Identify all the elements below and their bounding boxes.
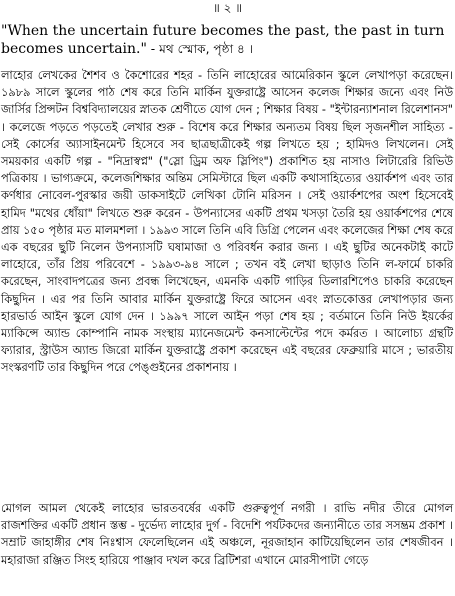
epigraph-quote — [1, 22, 453, 58]
body-paragraph-2: মোগল আমল থেকেই লাহোর ভারতবর্ষের একটি গুরুত্বপূর্ণ নগরী । রাভি নদীর তীরে মোগল রাজশক্তির একটি প্রধান স্তম্ভ - দুর্ভেদ্য লাহোর দুর্গ - বিদেশি পর্যটকদের জন্যানীতে তার সসম্ভ্রম প্রকাশ । সম্রাট জাহাঙ্গীর শেষ নিঃশ্বাস ফেলেছিলেন এই অঞ্চলে, নূরজাহান কাটিয়েছিলেন তার শেষজীবন । মহারাজা রঞ্জিত সিংহ হারিয়ে পাঞ্জাব দখল করে ব্রিটিশরা এখানে মোরসীপাটা গেড়ে — [1, 502, 454, 567]
page-number: ॥ ২ ॥ — [212, 1, 242, 15]
body-paragraph-1: লাহোর লেখকের শৈশব ও কৈশোরের শহর - তিনি লাহোরের আমেরিকান স্কুলে লেখাপড়া করেছেন। ১৯৮৯ সালে স্কুলের পাঠ শেষ করে তিনি মার্কিন যুক্তরাষ্ট্রে আসেন কলেজ শিক্ষার জন্যে এবং নিউ জার্সির প্রিন্সটন বিশ্ববিদ্যালয়ের স্নাতক শ্রেণীতে যোগ দেন ; শিক্ষার বিষয় - "ইন্টারন্যাশনাল রিলেশানস" । কলেজে পড়তে পড়তেই লেখার শুরু - বিশেষ করে শিক্ষার অন্যতম বিষয় ছিল সৃজনশীল সাহিত্য - সেই কোর্সের অ্যাসাইনমেন্ট হিসেবে সব ছাত্রছাত্রীকেই গল্প লিখতে হয় ; হামিদও লিখলেন। সেই সময়কার একটি গল্প - "নিদ্রাস্বপ্ন" ("স্লো ড্রিম অফ স্লিপিং") প্রকাশিত হয় নাসাও লিটারেরি রিভিউ পত্রিকায় । ভাগ্যক্রমে, কলেজশিক্ষার অন্তিম সেমিস্টারে ছিল একটি কথাসাহিত্যের ওয়ার্কশপ এবং তার কর্ণধার নোবেল-পুরস্কার জয়ী ডাকসাইটে লেখিকা টোনি মরিসন । সেই ওয়ার্কশপের অংশ হিসেবেই হামিদ "মথের ধোঁয়া" লিখতে শুরু করেন - উপন্যাসের একটি প্রথম খসড়া তৈরি হয় ওয়ার্কশপের শেষে প্রায় ১৫০ পৃষ্ঠার মত মালমশলা । ১৯৯৩ সালে তিনি এবি ডিগ্রি পেলেন এবং কলেজের শিক্ষা শেষ করে এক বছরের ছুটি নিলেন উপন্যাসটি ঘষামাজা ও পরিবর্ধন করার জন্য । এই ছুটির অনেকটাই কাটে লাহোরে, তাঁর প্রিয় পরিবেশে - ১৯৯৩-৯৪ সালে ; তখন বই লেখা ছাড়াও তিনি ল-ফার্মে চাকরি করেছেন, সাংবাদপত্রের জন্য প্রবন্ধ লিখেছেন, এমনকি একটি গাড়ির ডিলারশিপেও চাকরি করেছেন কিছুদিন । এর পর তিনি আবার মার্কিন যুক্তরাষ্ট্রে ফিরে আসেন এবং স্নাতকোত্তর লেখাপড়ার জন্য হারভার্ড আইন স্কুলে যোগ দেন । ১৯৯৭ সালে আইন পড়া শেষ হয় ; বর্তমানে তিনি নিউ ইয়র্কের ম্যাকিন্সে অ্যান্ড কোম্পানি নামক সংস্থায় ম্যানেজমেন্ট কনসাল্টেন্টের পদে কর্মরত । আলোচ্য গ্রন্থটি ফ্যারার, স্ট্রাউস অ্যান্ড জিরো মার্কিন যুক্তরাষ্ট্রে প্রকাশ করেছেন এই বছরের ফেব্রুয়ারি মাসে ; ভারতীয় সংস্করণটি তার কিছুদিন পরে পেঙ্গুইনের প্রকাশনায় । — [1, 69, 453, 375]
quote-source: - মথ স্মোক, পৃষ্ঠা ৪ । — [150, 42, 254, 56]
quote-text: "When the uncertain future becomes the past, the past in turn becomes uncertain." — [1, 23, 445, 57]
